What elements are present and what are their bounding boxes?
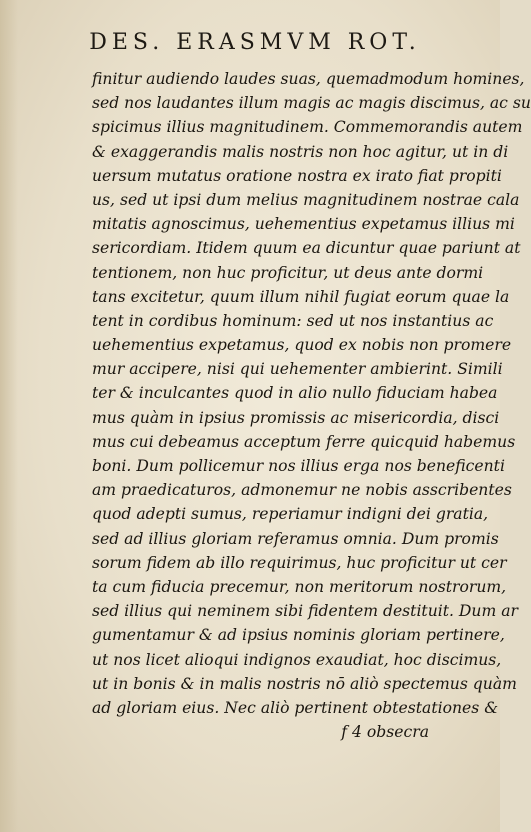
body-text [92, 67, 531, 744]
text-line: mitatis agnoscimus, uehementius expetamus illius mi [92, 215, 515, 234]
signature-catchword-line: f 4 obsecra [341, 723, 429, 742]
text-line: mus quàm in ipsius promissis ac misericordia, disci [92, 408, 500, 427]
text-line: ta cum fiducia precemur, non meritorum nostrorum, [92, 577, 507, 596]
text-line: mur accipere, nisi qui uehementer ambierint. Simili [92, 360, 503, 379]
text-line: boni. Dum pollicemur nos illius erga nos beneficenti [92, 457, 505, 475]
text-line: sericordiam. Itidem quum ea dicuntur quae pariunt at [92, 239, 521, 258]
text-line: ad gloriam eius. Nec aliò pertinent obtestationes & [92, 698, 499, 717]
text-line: ut nos licet alioqui indignos exaudiat, hoc discimus, [92, 650, 502, 669]
text-line: uersum mutatus oratione nostra ex irato fiat propiti [92, 166, 502, 185]
text-line: sorum fidem ab illo requirimus, huc proficitur ut cer [92, 553, 507, 572]
text-line: tent in cordibus hominum: sed ut nos instantius ac [92, 311, 494, 330]
text-line: & exaggerandis malis nostris non hoc agitur, ut in di [92, 142, 509, 161]
text-line: mus cui debeamus acceptum ferre quicquid habemus [92, 432, 516, 451]
text-line: us, sed ut ipsi dum melius magnitudinem nostrae cala [92, 190, 520, 209]
text-line: tentionem, non huc proficitur, ut deus ante dormi [92, 263, 484, 282]
text-line: ter & inculcantes quod in alio nullo fiduciam habea [92, 384, 498, 403]
text-line: finitur audiendo laudes suas, quemadmodum homines, [92, 70, 525, 88]
text-line: gumentamur & ad ipsius nominis gloriam pertinere, [92, 626, 505, 645]
text-line: sed ad illius gloriam referamus omnia. Dum promis [92, 529, 499, 548]
page-gutter-shadow [0, 0, 18, 832]
running-head: DES. ERASMVM ROT. [89, 30, 421, 55]
text-line: spicimus illius magnitudinem. Commemorandis autem [92, 118, 523, 137]
text-line: quod adepti sumus, reperiamur indigni dei gratia, [92, 505, 489, 524]
text-line: sed illius qui neminem sibi fidentem destituit. Dum ar [92, 602, 518, 621]
text-line: tans excitetur, quum illum nihil fugiat eorum quae la [92, 287, 510, 306]
text-line: sed nos laudantes illum magis ac magis discimus, ac su [92, 94, 531, 113]
text-line: am praedicaturos, admonemur ne nobis asscribentes [92, 481, 512, 500]
text-line: uehementius expetamus, quod ex nobis non promere [92, 336, 512, 355]
text-line: ut in bonis & in malis nostris nō aliò spectemus quàm [92, 674, 517, 693]
